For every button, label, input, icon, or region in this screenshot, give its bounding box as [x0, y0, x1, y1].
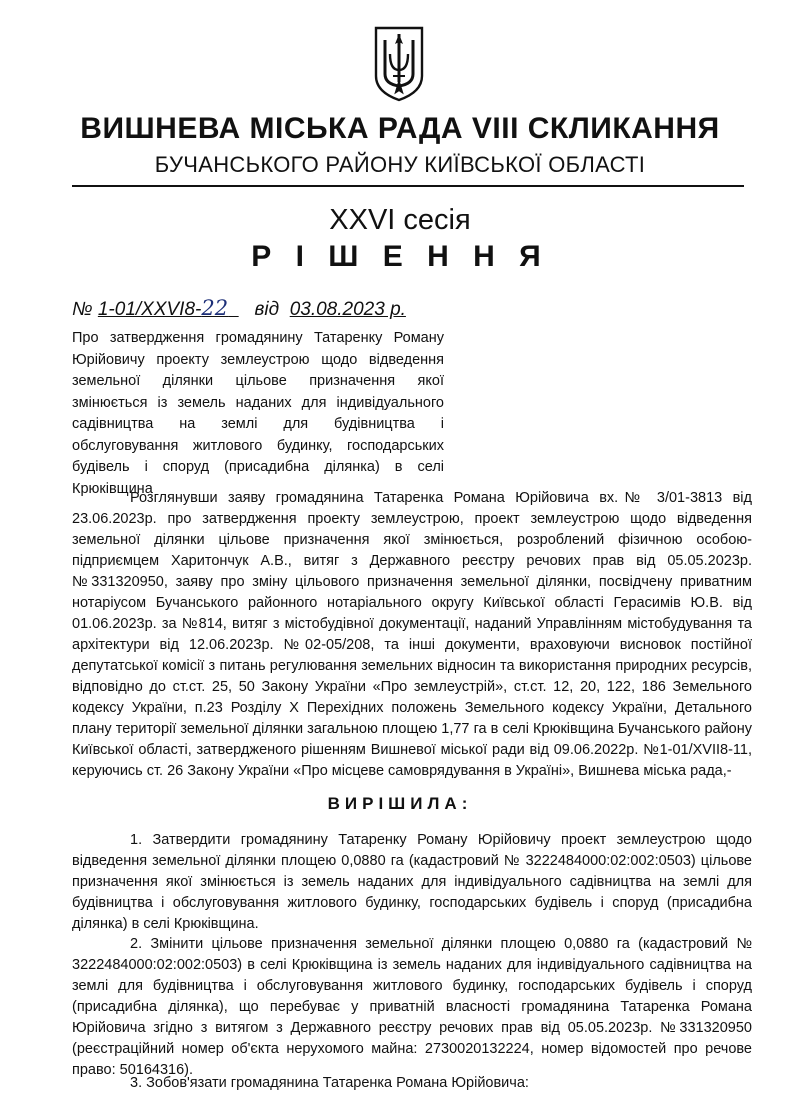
- decision-date: 03.08.2023 р.: [289, 299, 406, 320]
- preamble-paragraph: Розглянувши заяву громадянина Татаренка Романа Юрійовича вх.№ 3/01-3813 від 23.06.2023р. про затвердження проекту землеустрою, проект землеустрою щодо відведення земельної ділянки цільове призначення якої змінюється, розроблений фізичною особою-підприємцем Харитончук А.В., витяг з Державного реєстру речових прав від 05.05.2023р. №331320950, заяву про зміну цільового призначення земельної ділянки, посвідчену приватним нотаріусом Бучанського районного нотаріального округу Київської області Герасимів Ю.В. від 01.06.2023р. за №814, витяг з містобудівної документації, наданий Управлінням містобудування та архітектури від 12.06.2023р. №02-05/208, та інші документи, враховуючи висновок постійної депутатської комісії з питань регулювання земельних відносин та використання природних ресурсів, відповідно до ст.ст. 25, 50 Закону України «Про землеустрій», ст.ст. 12, 20, 122, 186 Земельного кодексу України, п.23 Розділу Х Перехідних положень Земельного кодексу України, Детального плану території земельної ділянки загальною площею 1,77 га в селі Крюківщина Бучанського району Київської області, затвердженого рішенням Вишневої міської ради від 09.06.2022р. №1-01/XVII8-11, керуючись ст. 26 Закону України «Про місцеве самоврядування в Україні», Вишнева міська рада,-: [72, 490, 752, 779]
- resolution-item-1: 1. Затвердити громадянину Татаренку Роману Юрійовичу проект землеустрою щодо відведення земельної ділянки площею 0,0880 га (кадастровий № 3222484000:02:002:0503) цільове призначення якої змінюється із земель наданих для індивідуального садівництва на землі для будівництва і обслуговування житлового будинку, господарських будівель і споруд (присадибна ділянка) в селі Крюківщина.: [72, 832, 752, 932]
- resolved-heading: ВИРІШИЛА:: [327, 794, 473, 813]
- council-title: ВИШНЕВА МІСЬКА РАДА VIII СКЛИКАННЯ: [80, 112, 720, 145]
- decision-number: [97, 296, 239, 320]
- decision-number-line: [72, 296, 406, 321]
- council-subtitle: БУЧАНСЬКОГО РАЙОНУ КИЇВСЬКОЇ ОБЛАСТІ: [154, 152, 646, 177]
- resolution-item-3: 3. Зобов'язати громадянина Татаренка Романа Юрійовича:: [130, 1075, 529, 1091]
- ukraine-trident-icon: [372, 22, 426, 102]
- decision-number-handwritten: 22: [201, 296, 229, 320]
- session-label: XXVI сесія: [329, 204, 471, 236]
- document-type: Р І Ш Е Н Н Я: [251, 240, 549, 273]
- header-divider: [72, 185, 744, 187]
- resolution-item-2: 2. Змінити цільове призначення земельної ділянки площею 0,0880 га (кадастровий № 3222484000:02:002:0503) в селі Крюківщина із земель наданих для індивідуального садівництва на землі для будівництва і обслуговування житлового будинку, господарських будівель і споруд (присадибна ділянка), що перебуває у приватній власності громадянина Татаренка Романа Юрійовича згідно з витягом з Державного реєстру речових прав від 05.05.2023р. №331320950 (реєстраційний номер об'єкта нерухомого майна: 2730020132224, номер відомостей про речове право: 50164316).: [72, 936, 752, 1078]
- number-prefix: №: [72, 299, 93, 320]
- decision-subject: Про затвердження громадянину Татаренку Роману Юрійовичу проекту землеустрою щодо відведення земельної ділянки цільове призначення якої змінюється із земель наданих для індивідуального садівництва на землі для будівництва і обслуговування житлового будинку, господарських будівель і споруд (присадибна ділянка) в селі Крюківщина: [72, 330, 444, 497]
- date-prefix: від: [254, 299, 280, 320]
- decision-number-printed: 1-01/XXVI8-: [97, 299, 202, 320]
